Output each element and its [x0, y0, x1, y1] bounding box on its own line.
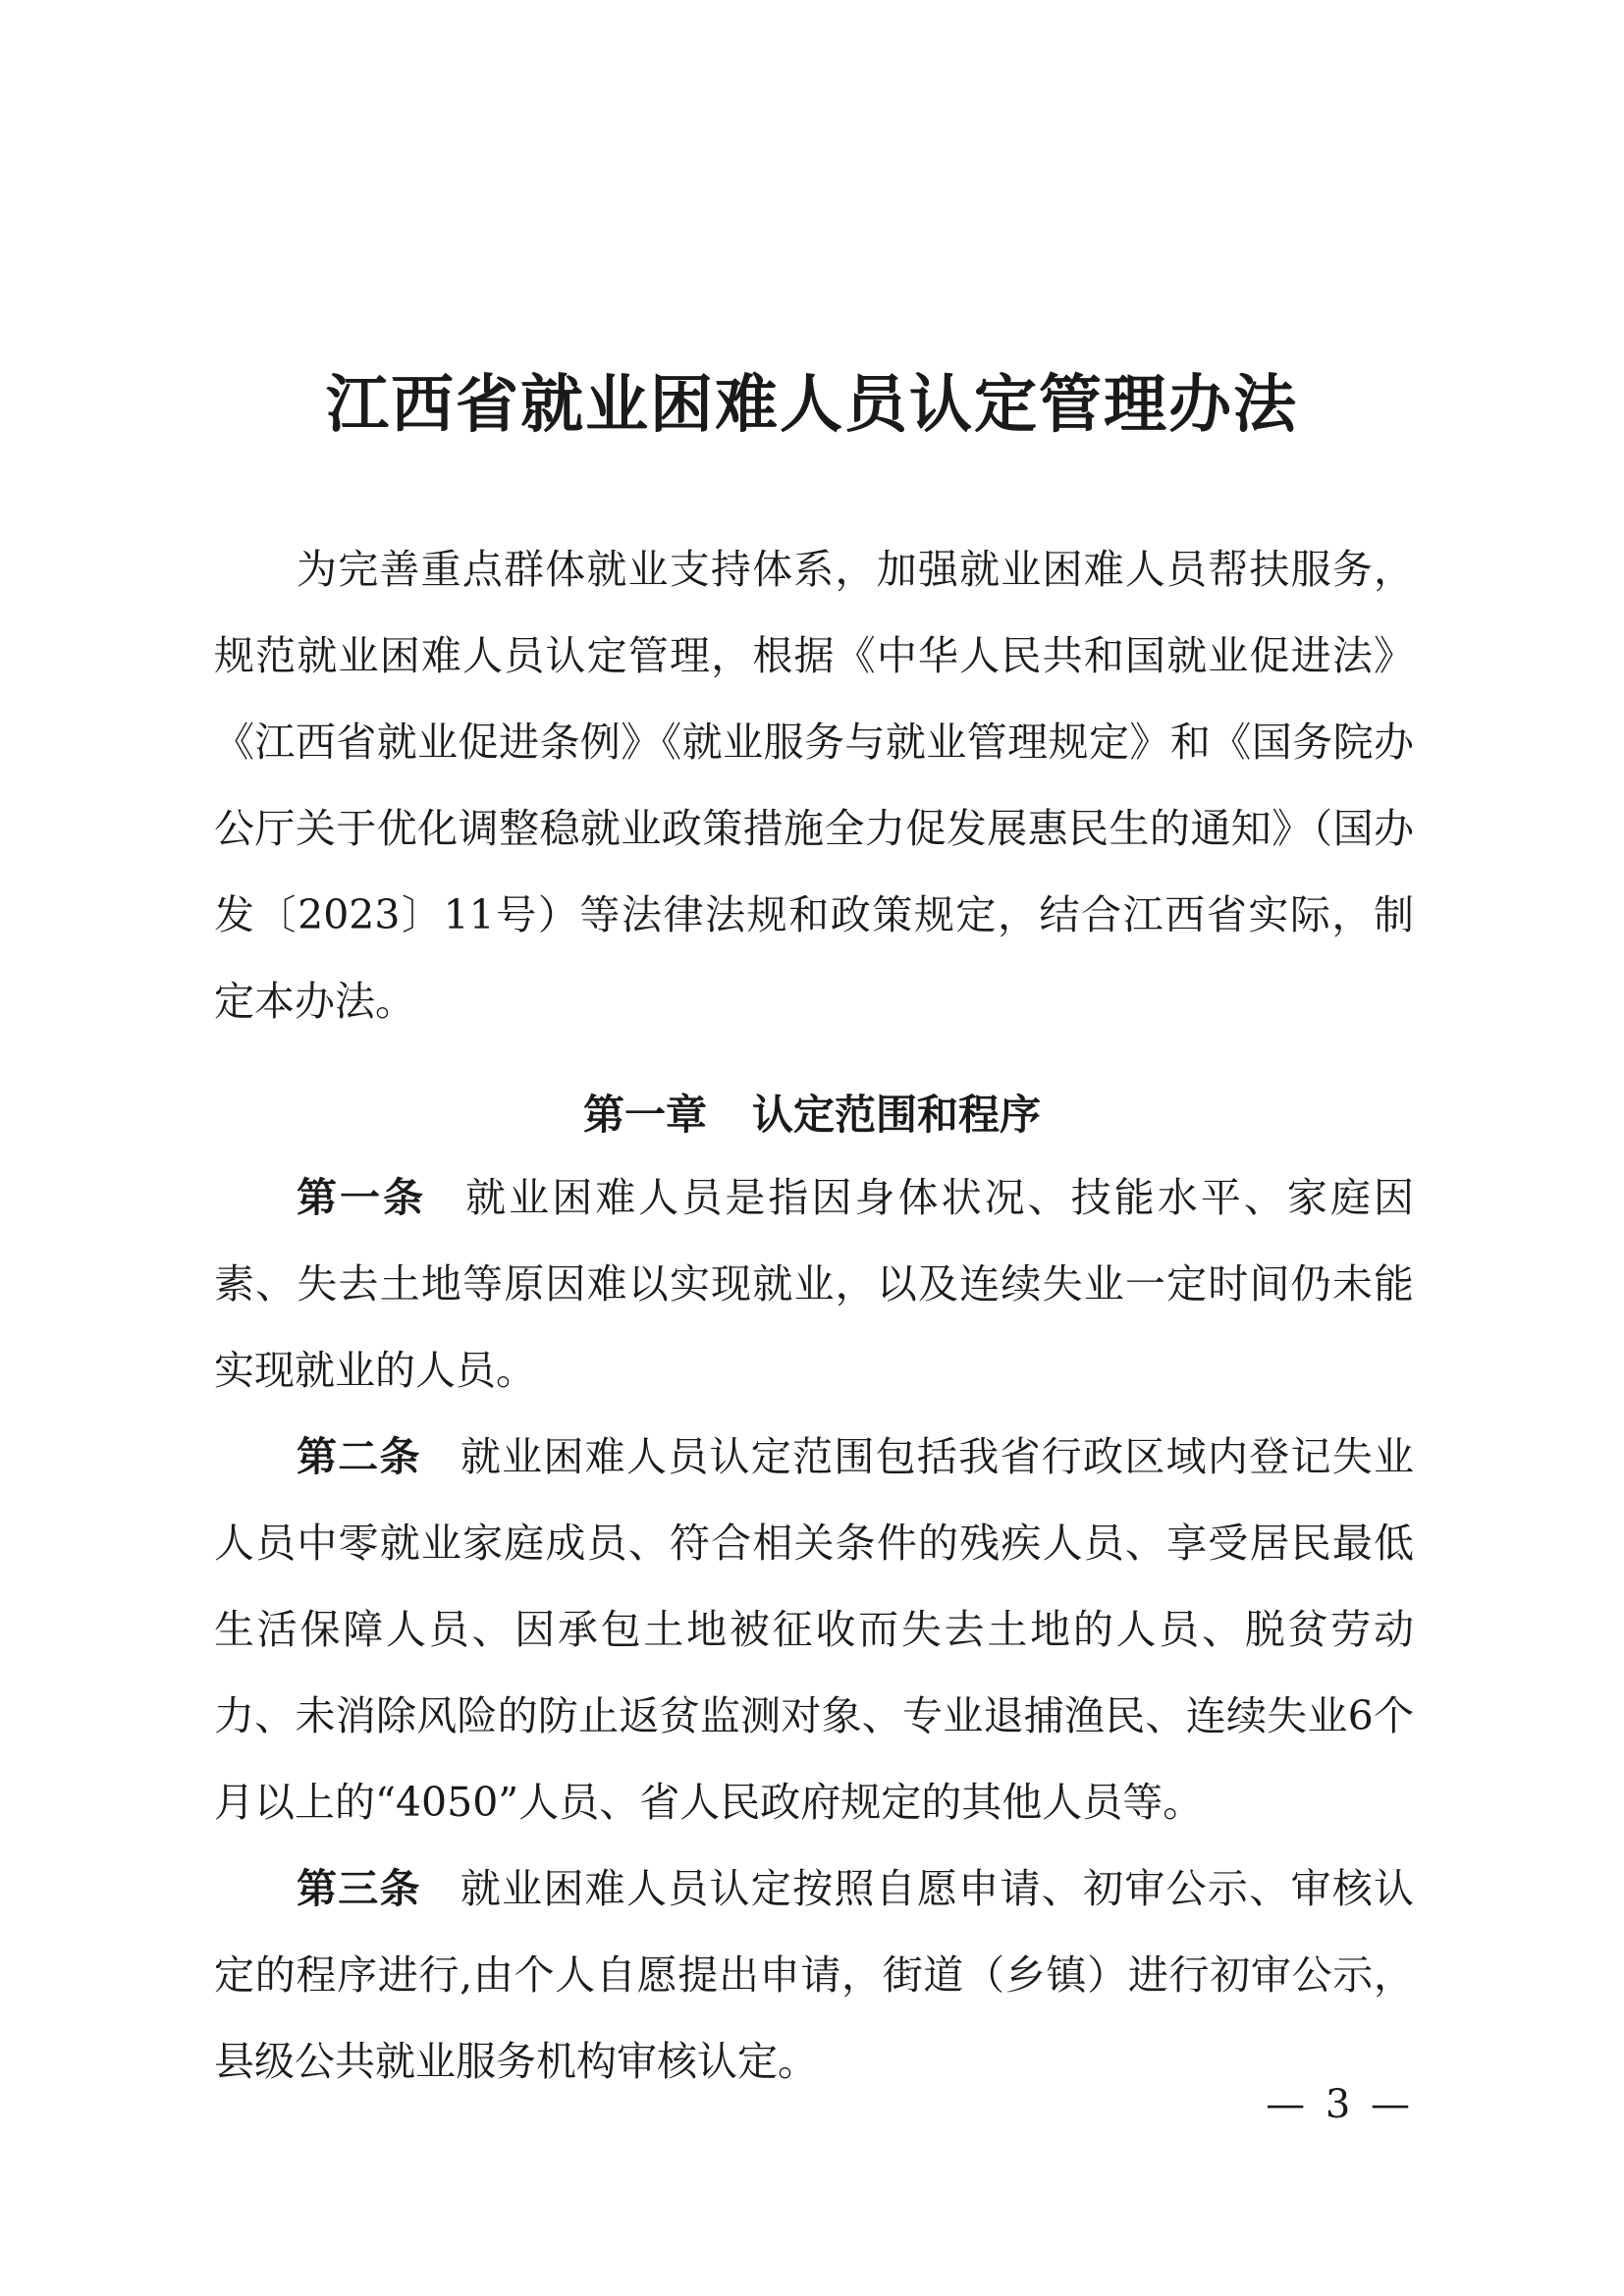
page-number: — 3 —: [1266, 2082, 1414, 2127]
article-1-head: 第一条: [297, 1174, 427, 1221]
article-3-text: 就业困难人员认定按照自愿申请、初审公示、审核认定的程序进行,由个人自愿提出申请，街道（乡镇）进行初审公示，县级公共就业服务机构审核认定。: [214, 1865, 1415, 2085]
article-3-head: 第三条: [297, 1865, 421, 1912]
preamble-paragraph: 为完善重点群体就业支持体系，加强就业困难人员帮扶服务，规范就业困难人员认定管理，根据《中华人民共和国就业促进法》《江西省就业促进条例》《就业服务与就业管理规定》和《国务院办公厅关于优化调整稳就业政策措施全力促发展惠民生的通知》（国办发〔2023〕11号）等法律法规和政策规定，结合江西省实际，制定本办法。: [214, 546, 1414, 1025]
chapter-name: 认定范围和程序: [752, 1091, 1042, 1139]
articles-block: [214, 1154, 1414, 2105]
document-title: 江西省就业困难人员认定管理办法: [326, 369, 1298, 442]
article-3: [214, 1845, 1414, 2105]
article-2-head: 第二条: [297, 1433, 421, 1480]
chapter-heading: [0, 1076, 1624, 1154]
preamble-block: [214, 526, 1414, 1044]
article-1-text: 就业困难人员是指因身体状况、技能水平、家庭因素、失去土地等原因难以实现就业，以及连续失业一定时间仍未能实现就业的人员。: [214, 1174, 1414, 1394]
article-1: [214, 1154, 1414, 1414]
article-2-text: 就业困难人员认定范围包括我省行政区域内登记失业人员中零就业家庭成员、符合相关条件的残疾人员、享受居民最低生活保障人员、因承包土地被征收而失去土地的人员、脱贫劳动力、未消除风险的防止返贫监测对象、专业退捕渔民、连续失业6个月以上的“4050”人员、省人民政府规定的其他人员等。: [214, 1433, 1415, 1826]
article-2: [214, 1414, 1414, 1845]
chapter-number: 第一章: [582, 1091, 707, 1139]
